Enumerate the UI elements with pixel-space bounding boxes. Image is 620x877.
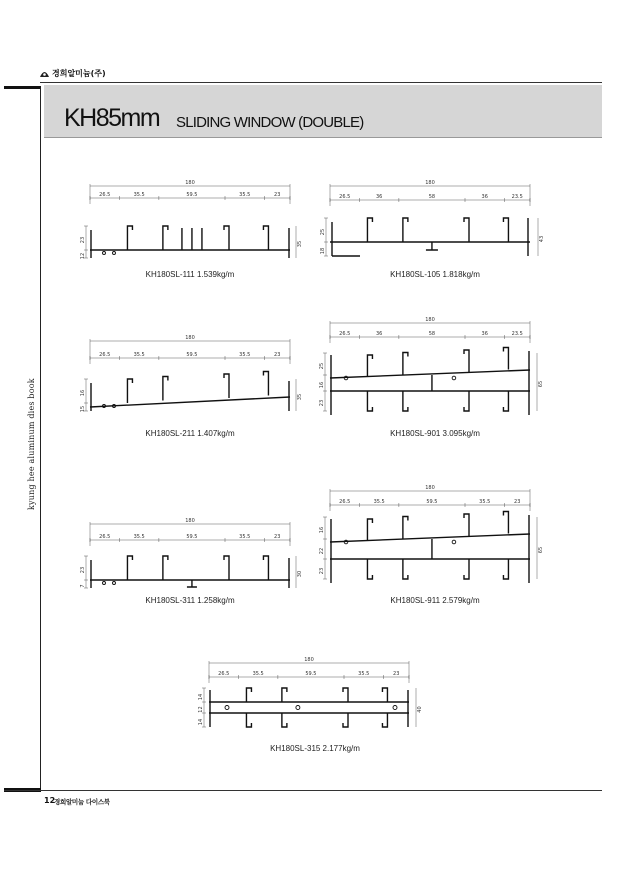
chain-dim-label: 58 [428,194,436,200]
caption-sl311: KH180SL-311 1.258kg/m [145,596,235,605]
caption-sl315: KH180SL-315 2.177kg/m [270,744,360,753]
chain-dim-label: 58 [428,331,436,337]
profile-leg [403,559,408,579]
chain-dim-label: 26.5 [99,534,111,540]
height-dim-label: 7 [80,584,86,588]
profile-hook [503,218,508,242]
profile-hook [464,218,469,242]
profile-leg [503,559,508,579]
profile-hook [503,348,508,370]
screw-boss [452,540,456,544]
chain-dim-label: 35.5 [133,534,145,540]
chain-dim-label: 23.5 [511,331,523,337]
total-height-label: 35 [297,393,303,401]
upper-web [330,534,530,542]
profile-hook [382,688,387,702]
chain-dim-label: 26.5 [218,671,230,677]
height-dim-label: 15 [80,405,86,413]
height-dim-label: 14 [198,718,204,726]
page-number: 12 [44,796,56,805]
chain-dim-label: 35.5 [373,499,385,505]
profile-hook [263,372,268,396]
height-dim-label: 22 [319,547,325,555]
profile-hook [127,226,132,250]
profile-web [90,397,290,407]
profile-hook [282,688,287,702]
chain-dim-label: 35.5 [133,352,145,358]
height-dim-label: 14 [198,693,204,701]
height-dim-label: 23 [80,236,86,244]
profile-leg [503,391,508,411]
profile-leg [403,391,408,411]
profile-hook [163,226,168,250]
screw-boss [103,582,106,585]
page-subtitle: SLIDING WINDOW (DOUBLE) [176,114,364,131]
profile-diagram-sl315 [197,657,422,739]
profile-hook [343,688,348,702]
screw-boss [452,376,456,380]
company-name-text: 경희알미늄(주) [52,69,106,78]
caption-sl901: KH180SL-901 3.095kg/m [390,429,480,438]
chain-dim-label: 36 [375,331,383,337]
height-dim-label: 16 [319,526,325,534]
chain-dim-label: 23 [393,671,400,677]
overall-dim-label: 180 [425,317,435,323]
height-dim-label: 25 [320,228,326,236]
chain-dim-label: 36 [481,194,488,200]
chain-dim-label: 35.5 [358,671,370,677]
chain-dim-label: 36 [375,194,383,200]
height-dim-label: 16 [319,381,325,389]
profile-leg [382,713,387,727]
page-title: KH85mm [64,104,160,132]
chain-dim-label: 35.5 [252,671,264,677]
height-dim-label: 16 [80,389,86,397]
height-dim-label: 23 [319,567,325,575]
profile-hook [224,226,229,250]
caption-sl911: KH180SL-911 2.579kg/m [390,596,480,605]
company-logo-icon [40,70,49,77]
caption-sl111: KH180SL-111 1.539kg/m [145,270,235,279]
total-height-label: 65 [538,546,544,554]
height-dim-label: 12 [80,252,86,260]
profile-hook [163,556,168,580]
profile-hook [403,353,408,375]
profile-diagram-sl901 [318,317,543,425]
profile-leg [367,391,372,411]
profile-hook [246,688,251,702]
chain-dim-label: 26.5 [339,499,351,505]
profile-hook [163,377,168,401]
overall-dim-label: 180 [185,335,195,341]
profile-hook [224,374,229,398]
chain-dim-label: 23 [514,499,521,505]
chain-dim-label: 23 [274,192,281,198]
profile-diagram-sl105 [318,180,543,265]
profile-hook [263,556,268,580]
total-height-label: 30 [297,570,303,578]
chain-dim-label: 35.5 [239,534,251,540]
company-name [40,68,106,79]
profile-diagram-sl311 [80,518,303,590]
chain-dim-label: 35.5 [239,192,251,198]
chain-dim-label: 59.5 [186,192,198,198]
profile-diagram-sl111 [80,180,303,265]
profile-hook [127,556,132,580]
center-tee [426,242,438,250]
overall-dim-label: 180 [425,485,435,491]
footer-label: 경희알미늄 다이스북 [54,798,110,806]
height-dim-label: 23 [80,566,86,574]
profile-leg [464,559,469,579]
top-rule [40,82,602,83]
profile-hook [367,218,372,242]
profile-hook [367,355,372,377]
profile-leg [343,713,348,727]
chain-dim-label: 59.5 [426,499,438,505]
chain-dim-label: 23.5 [511,194,523,200]
profile-diagram-sl211 [80,333,303,423]
chain-dim-label: 23 [274,534,281,540]
profile-leg [464,391,469,411]
profile-hook [503,512,508,534]
chain-dim-label: 26.5 [339,331,351,337]
upper-web [330,370,530,378]
total-height-label: 35 [297,240,303,248]
center-tee [187,580,197,587]
overall-dim-label: 180 [185,180,195,186]
profile-diagram-sl911 [318,485,543,590]
chain-dim-label: 59.5 [186,534,198,540]
chain-dim-label: 26.5 [339,194,351,200]
profile-leg [246,713,251,727]
chain-dim-label: 36 [481,331,488,337]
overall-dim-label: 180 [425,180,435,186]
screw-boss [393,706,397,710]
height-dim-label: 18 [320,247,326,255]
overall-dim-label: 180 [185,518,195,524]
profile-hook [367,519,372,541]
caption-sl211: KH180SL-211 1.407kg/m [145,429,235,438]
screw-boss [103,252,106,255]
height-dim-label: 23 [319,399,325,407]
profile-hook [464,514,469,536]
profile-leg [282,713,287,727]
total-height-label: 43 [539,235,545,243]
chain-dim-label: 35.5 [239,352,251,358]
screw-boss [113,252,116,255]
total-height-label: 40 [417,706,423,713]
chain-dim-label: 35.5 [479,499,491,505]
profile-leg [367,559,372,579]
chain-dim-label: 23 [274,352,281,358]
screw-boss [113,582,116,585]
screw-boss [296,706,300,710]
chain-dim-label: 59.5 [186,352,198,358]
chain-dim-label: 26.5 [99,352,111,358]
profile-hook [403,517,408,539]
profile-hook [403,218,408,242]
side-book-title: kyung hee aluminum dies book [27,378,36,510]
profile-hook [127,379,132,403]
screw-boss [225,706,229,710]
profile-hook [224,556,229,580]
total-height-label: 65 [538,380,544,388]
height-dim-label: 25 [319,362,325,370]
chain-dim-label: 35.5 [133,192,145,198]
overall-dim-label: 180 [304,657,314,663]
chain-dim-label: 26.5 [99,192,111,198]
height-dim-label: 12 [198,706,204,713]
profile-hook [464,350,469,372]
caption-sl105: KH180SL-105 1.818kg/m [390,270,480,279]
chain-dim-label: 59.5 [305,671,317,677]
profile-hook [263,226,268,250]
bottom-rule [4,790,602,791]
